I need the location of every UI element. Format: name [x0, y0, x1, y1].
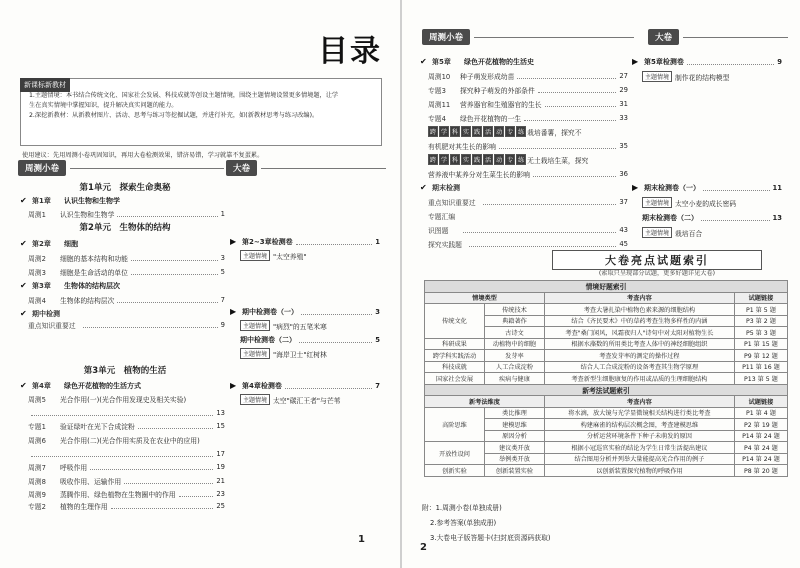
toc-entry[interactable]: ▶ 第4章检测卷 7 — [230, 380, 380, 390]
entry-label: 专题4 — [428, 114, 446, 123]
page-ref: 27 — [619, 71, 628, 80]
chapter-entry[interactable] — [20, 280, 225, 291]
table-cell: 科研成果 — [425, 338, 485, 350]
table-cell: 新考法维度 — [425, 396, 545, 408]
weekly-banner — [18, 160, 224, 176]
table-cell: 建议类开放 — [484, 442, 544, 454]
check-icon: ✔ — [20, 280, 27, 290]
chip-char: 践 — [472, 154, 482, 165]
table-cell: 建模思维 — [484, 419, 544, 431]
table-cell: 考查"桑门闲风，风霜夜归人"诗句中对太阳对植物生长 — [544, 327, 734, 339]
entry-label: 期中检测 — [32, 309, 60, 318]
chip-char: 跨 — [428, 154, 438, 165]
page-ref: 1 — [220, 209, 225, 218]
header-row — [425, 396, 788, 408]
chip-char: 练 — [516, 126, 526, 137]
toc-entry[interactable] — [428, 168, 628, 179]
entry-text: 呼吸作用 — [60, 463, 88, 472]
page-ref: 45 — [619, 239, 628, 248]
entry-text: 光合作用(一)(光合作用发现史及相关实验) — [60, 395, 187, 404]
table-cell: 结合图用分析并列举大量能提高光合作用的例子 — [544, 453, 734, 465]
chip-char: 专 — [505, 126, 515, 137]
table-row — [425, 407, 788, 419]
table-cell: P1 第 4 题 — [734, 407, 787, 419]
table-cell: 疾病与健康 — [484, 373, 544, 385]
chip-char: 学 — [439, 154, 449, 165]
theme-row: 主题情境 制作花的结构模型 — [642, 71, 782, 82]
table-cell: 考查新型生细胞康复的作用或品质的生理细胞结构 — [544, 373, 734, 385]
entry-label: 识图题 — [428, 226, 449, 235]
entry-label: 重点知识重要过 — [28, 321, 76, 330]
toc-entry[interactable] — [428, 126, 628, 137]
table-cell: P14 第 24 题 — [734, 430, 787, 442]
entry-text: 营养液中某养分对生菜生长的影响 — [428, 170, 530, 179]
entry-label: 周测7 — [28, 463, 46, 472]
entry-text: 细胞 — [64, 239, 78, 248]
entry-text: 生物体的结构层次 — [60, 296, 115, 305]
table-cell: 结合《齐民要术》中的草药考查生物多样性的内涵 — [544, 315, 734, 327]
toc-entry[interactable] — [428, 84, 628, 95]
toc-entry[interactable] — [28, 434, 225, 445]
toc-entry[interactable] — [428, 98, 628, 109]
chip-char: 实 — [461, 154, 471, 165]
entry-text: 验证绿叶在光下合成淀粉 — [60, 422, 135, 431]
entry-text: 绿色开花植物的生活方式 — [64, 381, 141, 390]
entry-label: 专题3 — [428, 86, 446, 95]
toc-entry[interactable] — [28, 407, 225, 418]
entry-label: 周测10 — [428, 72, 451, 81]
chapter-entry[interactable] — [420, 182, 628, 193]
unit-heading: 第1单元 探索生命奥秘 — [79, 183, 171, 193]
table-cell: 以创新装置探究植物的呼吸作用 — [544, 465, 734, 477]
toc-entry[interactable] — [28, 420, 225, 431]
entry-text: 绿色开花植物的一生 — [460, 114, 522, 123]
table-cell: P5 第 3 题 — [734, 327, 787, 339]
entry-label: 周测9 — [28, 490, 46, 499]
feature-line: 2.深挖新教材：从新教材图片、活动、思考与练习等挖掘试题，并进行补充，如(新教材思考与练习改编)。 — [29, 112, 319, 119]
table-cell: P13 第 5 题 — [734, 373, 787, 385]
table-cell: 将水滴，放大镜与光学显微镜相关结构进行类比考查 — [544, 407, 734, 419]
check-icon: ✔ — [20, 308, 27, 318]
entry-label: 重点知识重要过 — [428, 198, 476, 207]
theme-tag: 主题情境 — [642, 227, 672, 238]
theme-tag: 主题情境 — [240, 250, 270, 261]
page-ref: 13 — [216, 408, 225, 417]
table-cell: 发芽率 — [484, 350, 544, 362]
toc-entry[interactable]: 期中检测卷（二） 5 — [240, 335, 380, 344]
page-ref: 9 — [220, 320, 225, 329]
entry-text: 营养器官和生殖器官的生长 — [460, 100, 542, 109]
chip-char: 学 — [439, 126, 449, 137]
theme-tag: 主题情境 — [240, 394, 270, 405]
index-title: 大卷亮点试题索引 — [552, 250, 762, 270]
entry-label: 第4章 — [32, 381, 51, 390]
table-cell: P9 第 12 题 — [734, 350, 787, 362]
table-cell: P8 第 20 题 — [734, 465, 787, 477]
page-ref: 5 — [220, 267, 225, 276]
toc-entry[interactable]: ▶ 期末检测卷（一） 11 — [632, 182, 782, 192]
page-ref: 23 — [216, 489, 225, 498]
entry-label: 周测8 — [28, 477, 46, 486]
toc-entry[interactable] — [28, 294, 225, 305]
entry-label: 周测5 — [28, 395, 46, 404]
table-cell: 动植物中的细胞 — [484, 338, 544, 350]
page-ref: 37 — [619, 197, 628, 206]
weekly-banner-label: 周测小卷 — [422, 29, 470, 45]
toc-entry[interactable] — [28, 500, 225, 511]
big-banner — [648, 29, 788, 45]
table-cell: 分析运营环境条件下种子未萌发的原因 — [544, 430, 734, 442]
page-ref: 19 — [216, 462, 225, 471]
unit-heading: 第2单元 生物体的结构 — [79, 223, 171, 233]
page-number: 2 — [420, 542, 427, 553]
table-cell: 考查内容 — [544, 396, 734, 408]
toc-entry[interactable] — [28, 488, 225, 499]
page-number: 1 — [358, 534, 365, 545]
entry-label: 第3章 — [32, 281, 51, 290]
toc-entry[interactable] — [428, 224, 628, 235]
toc-entry[interactable] — [428, 210, 628, 221]
footnote: 2.参考答案(单独成册) — [430, 519, 497, 527]
chip-char: 科 — [450, 126, 460, 137]
table-row — [425, 338, 788, 350]
table-cell: 情境类型 — [425, 292, 545, 304]
table-cell: 创新装置实验 — [484, 465, 544, 477]
chip-char: 动 — [494, 126, 504, 137]
table-cell: 典籍著作 — [484, 315, 544, 327]
toc-entry[interactable] — [28, 266, 225, 277]
big-banner-label: 大卷 — [226, 160, 257, 176]
chip-char: 活 — [483, 154, 493, 165]
table-cell: 原因分析 — [484, 430, 544, 442]
toc-entry[interactable] — [428, 238, 628, 249]
entry-label: 期末检测 — [432, 183, 460, 192]
table-cell: 考查发芽率的测定的操作过程 — [544, 350, 734, 362]
entry-label: 第1章 — [32, 196, 51, 205]
check-icon: ✔ — [20, 380, 27, 390]
entry-text: 吸收作用、运输作用 — [60, 477, 122, 486]
table-row — [425, 465, 788, 477]
theme-tag: 主题情境 — [240, 320, 270, 331]
entry-text: 认识生物和生物学 — [60, 210, 115, 219]
table-cell: 类比推理 — [484, 407, 544, 419]
chip-char: 活 — [483, 126, 493, 137]
chip-char: 跨 — [428, 126, 438, 137]
table-cell: 构建麻雀的结构层次概念图，考查建模思维 — [544, 419, 734, 431]
feature-tag: 新课标新教材 — [20, 78, 70, 92]
toc-entry[interactable]: ▶ 第2~3章检测卷 1 — [230, 236, 380, 246]
table-cell: 考查大暑扎染中植物色素来源的细胞结构 — [544, 304, 734, 316]
chip-char: 练 — [516, 154, 526, 165]
table-cell: 古诗文 — [484, 327, 544, 339]
index-subtitle: (索取只呈现部分试题，更多好题详见大卷) — [598, 270, 716, 277]
entry-label: 专题2 — [28, 502, 46, 511]
table-cell: P1 第 15 题 — [734, 338, 787, 350]
table-cell: 科技成就 — [425, 361, 485, 373]
entry-label: 周测11 — [428, 100, 451, 109]
table-cell: 举例类开放 — [484, 453, 544, 465]
table-row — [425, 373, 788, 385]
entry-label: 周测6 — [28, 436, 46, 445]
entry-text: 栽培番薯，探究不 — [527, 128, 582, 137]
chip-char: 专 — [505, 154, 515, 165]
toc-entry[interactable] — [28, 252, 225, 263]
table-cell: 传统技术 — [484, 304, 544, 316]
table-cell: 情境好题索引 — [425, 281, 788, 293]
table-cell: P4 第 24 题 — [734, 442, 787, 454]
theme-row: 主题情境 "海岸卫士"红树林 — [240, 348, 380, 359]
check-icon: ✔ — [420, 182, 427, 192]
section-row — [425, 281, 788, 293]
chip-char: 科 — [450, 154, 460, 165]
toc-entry[interactable] — [428, 70, 628, 81]
page-ref: 36 — [619, 169, 628, 178]
footnote: 3.大卷电子版答题卡(扫封底资源码获取) — [430, 534, 551, 542]
entry-text: 认识生物和生物学 — [64, 196, 120, 205]
table-cell: 试题链接 — [734, 292, 787, 304]
page-ref: 33 — [619, 113, 628, 122]
toc-entry[interactable]: 期末检测卷（二） 13 — [642, 213, 782, 222]
page-ref: 7 — [220, 295, 225, 304]
entry-label: 专题汇编 — [428, 212, 456, 221]
theme-row: 主题情境 "太空养殖" — [240, 250, 380, 261]
entry-text: 绿色开花植物的生活史 — [464, 57, 534, 66]
entry-label: 周测1 — [28, 210, 46, 219]
page-ref: 43 — [619, 225, 628, 234]
toc-entry[interactable]: ▶ 第5章检测卷 9 — [632, 56, 782, 66]
toc-entry[interactable] — [28, 319, 225, 330]
table-row — [425, 361, 788, 373]
toc-entry[interactable] — [28, 448, 225, 459]
entry-text: 种子萌发形成幼苗 — [460, 72, 515, 81]
entry-label: 探究实践题 — [428, 240, 462, 249]
theme-tag: 主题情境 — [642, 197, 672, 208]
table-cell: P1 第 5 题 — [734, 304, 787, 316]
entry-text: 光合作用(二)(光合作用实质及在农业中的应用) — [60, 436, 200, 445]
table-row — [425, 304, 788, 316]
table-cell: P11 第 16 题 — [734, 361, 787, 373]
entry-label: 专题1 — [28, 422, 46, 431]
entry-text: 细胞的基本结构和功能 — [60, 254, 128, 263]
check-icon: ✔ — [20, 195, 27, 205]
table-cell: 根据水藻数的所用类比考查人体中的神经细胞组织 — [544, 338, 734, 350]
entry-text: 蒸腾作用、绿色植物在生物圈中的作用 — [60, 490, 176, 499]
toc-entry[interactable]: ▶ 期中检测卷（一） 3 — [230, 306, 380, 316]
toc-entry[interactable] — [428, 140, 628, 151]
chip-char: 动 — [494, 154, 504, 165]
chip-char: 实 — [461, 126, 471, 137]
theme-tag: 主题情境 — [642, 71, 672, 82]
theme-row: 主题情境 太空"碳汇王者"与芒苇 — [240, 394, 380, 405]
toc-entry[interactable] — [28, 461, 225, 472]
entry-text: 无土栽培生菜，探究 — [527, 156, 589, 165]
feature-box — [20, 78, 382, 146]
entry-label: 周测3 — [28, 268, 46, 277]
page-ref: 35 — [619, 141, 628, 150]
chapter-entry[interactable] — [20, 380, 225, 391]
page-ref: 17 — [216, 449, 225, 458]
big-banner-label: 大卷 — [648, 29, 679, 45]
feature-line: 1.主题情境：本书结合传统文化、国家社会发展、科技成就等创设主题情境，围绕主题情境设置更多情境题，让学 — [29, 92, 339, 99]
table-cell: 国家社会发展 — [425, 373, 485, 385]
big-banner — [226, 160, 386, 176]
page-title: 目录 — [318, 34, 382, 69]
toc-entry[interactable] — [28, 208, 225, 219]
toc-entry[interactable] — [28, 393, 225, 404]
unit-heading: 第3单元 植物的生活 — [83, 366, 167, 376]
entry-label: 周测4 — [28, 296, 46, 305]
table-cell: 创新实验 — [425, 465, 485, 477]
table-cell: 考查内容 — [544, 292, 734, 304]
chapter-entry[interactable] — [20, 308, 225, 319]
table-cell: 高阶思维 — [425, 407, 485, 442]
table-cell: 结合人工合成淀粉的设备考查其生物学原理 — [544, 361, 734, 373]
section-row — [425, 384, 788, 396]
page-ref: 3 — [220, 253, 225, 262]
table-cell: 开放性设问 — [425, 442, 485, 465]
table-cell: 跨学科实践活动 — [425, 350, 485, 362]
table-cell: P14 第 24 题 — [734, 453, 787, 465]
usage-advice: 使用建议：先用周测小卷巩固知识，再用大卷检测效果，错济易错，学习就靠不复蛋累。 — [22, 152, 264, 159]
weekly-banner — [422, 29, 634, 45]
weekly-banner-label: 周测小卷 — [18, 160, 66, 176]
theme-row: 主题情境 栽培百合 — [642, 227, 782, 238]
page-ref: 25 — [216, 501, 225, 510]
page-ref: 15 — [216, 421, 225, 430]
chapter-entry[interactable] — [20, 195, 225, 206]
toc-entry[interactable] — [428, 112, 628, 123]
entry-text: 有机肥对其生长的影响 — [428, 142, 496, 151]
index-table — [424, 280, 788, 477]
table-row — [425, 350, 788, 362]
table-cell: P2 第 19 题 — [734, 419, 787, 431]
check-icon: ✔ — [420, 56, 427, 66]
feature-line: 生在真实情境中掌握知识，提升解决真实问题的能力。 — [29, 102, 178, 109]
table-cell: 根据小冠巡官实验的结论为学生日常生活提出建议 — [544, 442, 734, 454]
table-cell: 传统文化 — [425, 304, 485, 339]
table-cell: 试题链接 — [734, 396, 787, 408]
entry-text: 生物体的结构层次 — [64, 281, 120, 290]
toc-entry[interactable] — [428, 154, 628, 165]
header-row — [425, 292, 788, 304]
toc-entry[interactable] — [28, 475, 225, 486]
entry-label: 第5章 — [432, 57, 451, 66]
table-cell: 人工合成淀粉 — [484, 361, 544, 373]
table-row — [425, 442, 788, 454]
page-ref: 29 — [619, 85, 628, 94]
theme-row: 主题情境 "病烈"的五笔米寒 — [240, 320, 380, 331]
entry-label: 第2章 — [32, 239, 51, 248]
theme-tag: 主题情境 — [240, 348, 270, 359]
check-icon: ✔ — [20, 238, 27, 248]
chapter-entry[interactable] — [20, 238, 225, 249]
toc-entry[interactable] — [428, 196, 628, 207]
theme-row: 主题情境 太空小麦的成长密码 — [642, 197, 782, 208]
footnote: 附：1.周测小卷(单独成册) — [422, 504, 502, 512]
table-cell: P3 第 2 题 — [734, 315, 787, 327]
entry-text: 探究种子萌发的外部条件 — [460, 86, 535, 95]
table-cell: 新考法试题索引 — [425, 384, 788, 396]
chip-char: 践 — [472, 126, 482, 137]
entry-text: 细胞是生命活动的单位 — [60, 268, 128, 277]
page-ref: 21 — [216, 476, 225, 485]
chapter-entry[interactable] — [420, 56, 628, 67]
entry-text: 植物的生理作用 — [60, 502, 108, 511]
entry-label: 周测2 — [28, 254, 46, 263]
page-ref: 31 — [619, 99, 628, 108]
